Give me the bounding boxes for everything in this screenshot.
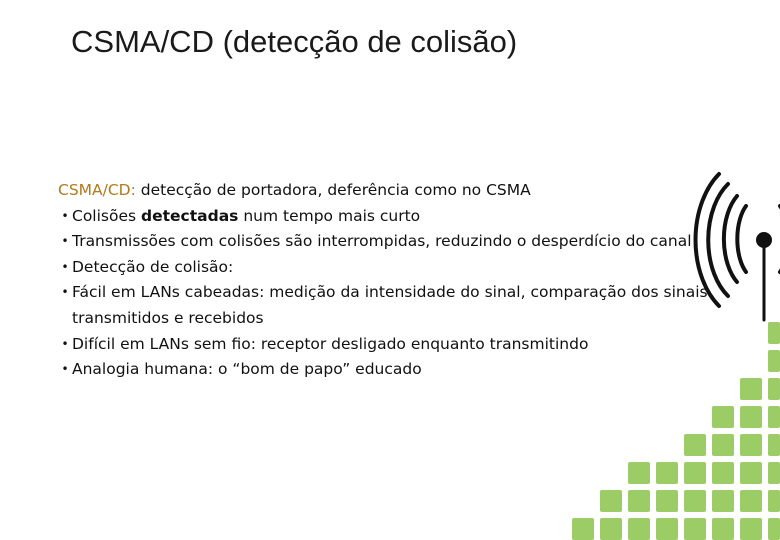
slide-title: CSMA/CD (detecção de colisão) bbox=[71, 24, 518, 59]
green-staircase-decoration bbox=[572, 322, 780, 540]
bullet-text: Detecção de colisão: bbox=[72, 257, 234, 276]
bullet-emphasis: detectadas bbox=[141, 206, 239, 225]
bullet-icon: • bbox=[61, 208, 69, 223]
bullet-text: Transmissões com colisões são interrompidas, reduzindo o desperdício do canal bbox=[72, 232, 692, 251]
intro-label: CSMA/CD: bbox=[58, 181, 136, 199]
bullet-icon: • bbox=[61, 259, 69, 274]
bullet-text: Difícil em LANs sem fio: receptor desligado enquanto transmitindo bbox=[72, 334, 589, 353]
bullet-text: Analogia humana: o “bom de papo” educado bbox=[72, 360, 422, 379]
bullet-text-part: Colisões bbox=[72, 206, 142, 225]
bullet-text-part: num tempo mais curto bbox=[238, 206, 421, 225]
bullet-icon: • bbox=[61, 362, 69, 377]
antenna-signal-icon bbox=[696, 174, 780, 320]
bullet-text: Fácil em LANs cabeadas: medição da intensidade do sinal, comparação dos sinais transmitidos e recebidos bbox=[72, 283, 708, 327]
bullet-icon: • bbox=[61, 285, 69, 300]
intro-text: detecção de portadora, deferência como no CSMA bbox=[135, 181, 531, 199]
bullet-icon: • bbox=[61, 234, 69, 249]
bullet-icon: • bbox=[61, 336, 69, 351]
